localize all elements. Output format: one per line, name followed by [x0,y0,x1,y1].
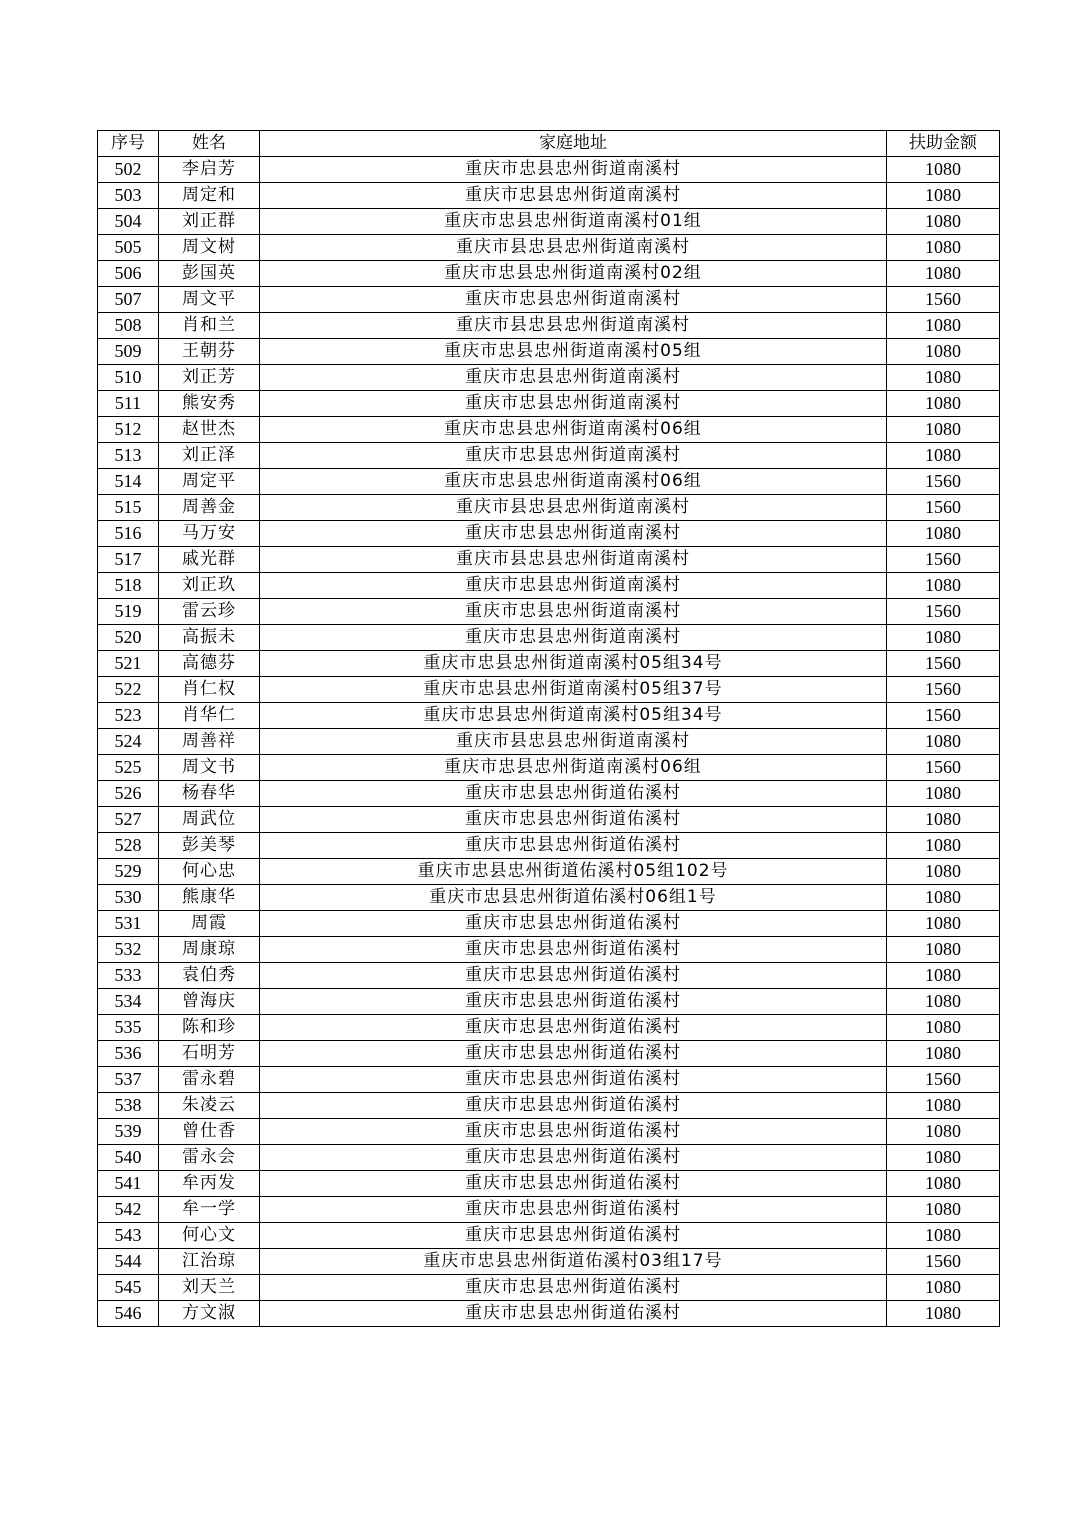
cell-name: 周霞 [159,911,260,937]
cell-name: 曾仕香 [159,1119,260,1145]
cell-amount: 1080 [887,443,1000,469]
cell-address: 重庆市忠县忠州街道佑溪村 [260,963,887,989]
cell-address: 重庆市忠县忠州街道南溪村 [260,157,887,183]
cell-amount: 1080 [887,261,1000,287]
cell-seq: 526 [98,781,159,807]
cell-seq: 530 [98,885,159,911]
cell-address: 重庆市忠县忠州街道南溪村05组34号 [260,703,887,729]
cell-address: 重庆市忠县忠州街道佑溪村 [260,989,887,1015]
cell-amount: 1080 [887,1041,1000,1067]
table-row [98,495,1000,521]
table-row [98,261,1000,287]
table-row [98,157,1000,183]
cell-address: 重庆市忠县忠州街道佑溪村 [260,1145,887,1171]
table-row [98,937,1000,963]
cell-seq: 506 [98,261,159,287]
cell-address: 重庆市忠县忠州街道佑溪村 [260,807,887,833]
cell-seq: 524 [98,729,159,755]
cell-amount: 1080 [887,885,1000,911]
cell-address: 重庆市忠县忠州街道南溪村 [260,443,887,469]
cell-seq: 531 [98,911,159,937]
cell-name: 肖和兰 [159,313,260,339]
table-row [98,885,1000,911]
table-row [98,1171,1000,1197]
cell-seq: 534 [98,989,159,1015]
cell-seq: 512 [98,417,159,443]
cell-address: 重庆市忠县忠州街道佑溪村 [260,1093,887,1119]
cell-name: 刘天兰 [159,1275,260,1301]
cell-name: 何心忠 [159,859,260,885]
header-amount: 扶助金额 [887,131,1000,157]
cell-amount: 1560 [887,677,1000,703]
table-row [98,417,1000,443]
cell-address: 重庆市忠县忠州街道佑溪村05组102号 [260,859,887,885]
cell-address: 重庆市忠县忠州街道佑溪村 [260,911,887,937]
cell-amount: 1560 [887,755,1000,781]
assistance-table [97,130,1000,1327]
cell-name: 高德芬 [159,651,260,677]
cell-address: 重庆市忠县忠州街道南溪村06组 [260,417,887,443]
cell-amount: 1080 [887,963,1000,989]
cell-seq: 521 [98,651,159,677]
cell-name: 周善祥 [159,729,260,755]
table-row [98,209,1000,235]
cell-amount: 1080 [887,989,1000,1015]
cell-address: 重庆市忠县忠州街道南溪村 [260,391,887,417]
cell-address: 重庆市忠县忠州街道南溪村06组 [260,469,887,495]
cell-amount: 1080 [887,781,1000,807]
cell-address: 重庆市忠县忠州街道佑溪村 [260,1119,887,1145]
header-name: 姓名 [159,131,260,157]
table-row [98,1197,1000,1223]
cell-seq: 517 [98,547,159,573]
cell-name: 周康琼 [159,937,260,963]
cell-seq: 511 [98,391,159,417]
cell-amount: 1560 [887,599,1000,625]
cell-seq: 539 [98,1119,159,1145]
cell-seq: 508 [98,313,159,339]
cell-amount: 1080 [887,339,1000,365]
table-row [98,755,1000,781]
cell-name: 刘正芳 [159,365,260,391]
table-row [98,833,1000,859]
cell-address: 重庆市忠县忠州街道南溪村05组 [260,339,887,365]
cell-name: 曾海庆 [159,989,260,1015]
cell-address: 重庆市忠县忠州街道佑溪村 [260,1301,887,1327]
cell-amount: 1080 [887,807,1000,833]
cell-amount: 1080 [887,521,1000,547]
cell-amount: 1080 [887,157,1000,183]
cell-seq: 523 [98,703,159,729]
cell-seq: 533 [98,963,159,989]
table-row [98,1067,1000,1093]
cell-amount: 1080 [887,391,1000,417]
header-seq: 序号 [98,131,159,157]
cell-address: 重庆市县忠县忠州街道南溪村 [260,313,887,339]
cell-seq: 543 [98,1223,159,1249]
cell-seq: 509 [98,339,159,365]
cell-seq: 502 [98,157,159,183]
cell-address: 重庆市忠县忠州街道南溪村 [260,521,887,547]
cell-address: 重庆市忠县忠州街道南溪村 [260,599,887,625]
cell-name: 雷永碧 [159,1067,260,1093]
table-row [98,1301,1000,1327]
cell-address: 重庆市忠县忠州街道南溪村01组 [260,209,887,235]
cell-amount: 1080 [887,365,1000,391]
cell-seq: 507 [98,287,159,313]
table-row [98,1275,1000,1301]
cell-name: 赵世杰 [159,417,260,443]
cell-address: 重庆市忠县忠州街道佑溪村06组1号 [260,885,887,911]
table-row [98,1249,1000,1275]
cell-address: 重庆市忠县忠州街道佑溪村 [260,1223,887,1249]
cell-name: 彭美琴 [159,833,260,859]
cell-name: 周定平 [159,469,260,495]
cell-amount: 1080 [887,729,1000,755]
table-row [98,1119,1000,1145]
cell-name: 雷永会 [159,1145,260,1171]
cell-name: 刘正群 [159,209,260,235]
table-row [98,989,1000,1015]
cell-name: 李启芳 [159,157,260,183]
table-row [98,235,1000,261]
cell-seq: 515 [98,495,159,521]
cell-seq: 514 [98,469,159,495]
cell-amount: 1080 [887,1301,1000,1327]
cell-amount: 1080 [887,313,1000,339]
table-row [98,365,1000,391]
cell-seq: 540 [98,1145,159,1171]
cell-amount: 1080 [887,1015,1000,1041]
cell-name: 王朝芬 [159,339,260,365]
cell-address: 重庆市忠县忠州街道南溪村 [260,183,887,209]
cell-seq: 520 [98,625,159,651]
cell-amount: 1080 [887,1223,1000,1249]
table-row [98,781,1000,807]
cell-amount: 1080 [887,235,1000,261]
cell-address: 重庆市忠县忠州街道佑溪村03组17号 [260,1249,887,1275]
cell-address: 重庆市忠县忠州街道佑溪村 [260,1275,887,1301]
cell-amount: 1080 [887,183,1000,209]
cell-name: 周武位 [159,807,260,833]
table-row [98,573,1000,599]
cell-address: 重庆市忠县忠州街道佑溪村 [260,937,887,963]
cell-amount: 1560 [887,547,1000,573]
table-row [98,729,1000,755]
cell-amount: 1560 [887,1249,1000,1275]
cell-seq: 536 [98,1041,159,1067]
cell-name: 周文树 [159,235,260,261]
cell-amount: 1080 [887,911,1000,937]
cell-seq: 513 [98,443,159,469]
cell-address: 重庆市忠县忠州街道佑溪村 [260,1067,887,1093]
table-row [98,313,1000,339]
cell-seq: 529 [98,859,159,885]
cell-amount: 1080 [887,1145,1000,1171]
cell-seq: 542 [98,1197,159,1223]
cell-name: 肖华仁 [159,703,260,729]
cell-name: 高振未 [159,625,260,651]
cell-address: 重庆市县忠县忠州街道南溪村 [260,729,887,755]
cell-seq: 545 [98,1275,159,1301]
cell-amount: 1560 [887,495,1000,521]
table-row [98,599,1000,625]
table-body [98,157,1000,1327]
cell-seq: 505 [98,235,159,261]
cell-address: 重庆市县忠县忠州街道南溪村 [260,495,887,521]
cell-amount: 1560 [887,651,1000,677]
cell-amount: 1080 [887,1171,1000,1197]
table-row [98,391,1000,417]
cell-name: 朱凌云 [159,1093,260,1119]
cell-seq: 516 [98,521,159,547]
table-row [98,339,1000,365]
cell-address: 重庆市忠县忠州街道南溪村02组 [260,261,887,287]
table-row [98,1015,1000,1041]
cell-name: 周文书 [159,755,260,781]
cell-seq: 544 [98,1249,159,1275]
table-row [98,469,1000,495]
cell-address: 重庆市县忠县忠州街道南溪村 [260,235,887,261]
cell-address: 重庆市忠县忠州街道南溪村06组 [260,755,887,781]
cell-name: 袁伯秀 [159,963,260,989]
table-row [98,287,1000,313]
cell-name: 方文淑 [159,1301,260,1327]
cell-address: 重庆市忠县忠州街道佑溪村 [260,833,887,859]
cell-name: 雷云珍 [159,599,260,625]
cell-name: 马万安 [159,521,260,547]
cell-amount: 1560 [887,703,1000,729]
table-row [98,677,1000,703]
cell-name: 刘正泽 [159,443,260,469]
cell-amount: 1080 [887,859,1000,885]
table-row [98,521,1000,547]
cell-address: 重庆市忠县忠州街道佑溪村 [260,781,887,807]
cell-name: 杨春华 [159,781,260,807]
cell-address: 重庆市忠县忠州街道南溪村 [260,287,887,313]
table-row [98,651,1000,677]
cell-amount: 1080 [887,625,1000,651]
cell-seq: 541 [98,1171,159,1197]
cell-name: 刘正玖 [159,573,260,599]
cell-amount: 1080 [887,833,1000,859]
cell-amount: 1560 [887,1067,1000,1093]
table-row [98,443,1000,469]
table-row [98,807,1000,833]
table-row [98,1041,1000,1067]
cell-seq: 518 [98,573,159,599]
cell-amount: 1560 [887,469,1000,495]
cell-seq: 510 [98,365,159,391]
cell-name: 周善金 [159,495,260,521]
table-header-row [98,131,1000,157]
table-row [98,183,1000,209]
table-row [98,547,1000,573]
cell-address: 重庆市忠县忠州街道南溪村05组34号 [260,651,887,677]
cell-name: 牟丙发 [159,1171,260,1197]
table-row [98,625,1000,651]
table-row [98,963,1000,989]
cell-name: 熊康华 [159,885,260,911]
cell-name: 熊安秀 [159,391,260,417]
cell-name: 牟一学 [159,1197,260,1223]
cell-name: 何心文 [159,1223,260,1249]
cell-name: 彭国英 [159,261,260,287]
table-row [98,859,1000,885]
table-row [98,703,1000,729]
header-address: 家庭地址 [260,131,887,157]
cell-address: 重庆市忠县忠州街道佑溪村 [260,1041,887,1067]
cell-seq: 532 [98,937,159,963]
cell-amount: 1080 [887,937,1000,963]
cell-amount: 1080 [887,209,1000,235]
cell-seq: 519 [98,599,159,625]
cell-name: 肖仁权 [159,677,260,703]
cell-name: 陈和珍 [159,1015,260,1041]
cell-address: 重庆市忠县忠州街道南溪村05组37号 [260,677,887,703]
cell-address: 重庆市县忠县忠州街道南溪村 [260,547,887,573]
cell-seq: 528 [98,833,159,859]
cell-seq: 537 [98,1067,159,1093]
cell-address: 重庆市忠县忠州街道南溪村 [260,625,887,651]
table-row [98,911,1000,937]
cell-name: 周定和 [159,183,260,209]
cell-address: 重庆市忠县忠州街道佑溪村 [260,1197,887,1223]
cell-amount: 1080 [887,417,1000,443]
cell-seq: 527 [98,807,159,833]
cell-seq: 525 [98,755,159,781]
cell-address: 重庆市忠县忠州街道佑溪村 [260,1015,887,1041]
cell-amount: 1080 [887,1197,1000,1223]
cell-address: 重庆市忠县忠州街道南溪村 [260,573,887,599]
cell-name: 江治琼 [159,1249,260,1275]
cell-seq: 538 [98,1093,159,1119]
cell-seq: 503 [98,183,159,209]
cell-seq: 522 [98,677,159,703]
cell-amount: 1080 [887,1275,1000,1301]
cell-name: 石明芳 [159,1041,260,1067]
table-row [98,1223,1000,1249]
table-row [98,1145,1000,1171]
cell-address: 重庆市忠县忠州街道南溪村 [260,365,887,391]
cell-amount: 1080 [887,1093,1000,1119]
cell-name: 周文平 [159,287,260,313]
cell-amount: 1080 [887,573,1000,599]
cell-amount: 1080 [887,1119,1000,1145]
cell-seq: 504 [98,209,159,235]
cell-seq: 546 [98,1301,159,1327]
cell-amount: 1560 [887,287,1000,313]
cell-name: 戚光群 [159,547,260,573]
cell-seq: 535 [98,1015,159,1041]
cell-address: 重庆市忠县忠州街道佑溪村 [260,1171,887,1197]
table-row [98,1093,1000,1119]
